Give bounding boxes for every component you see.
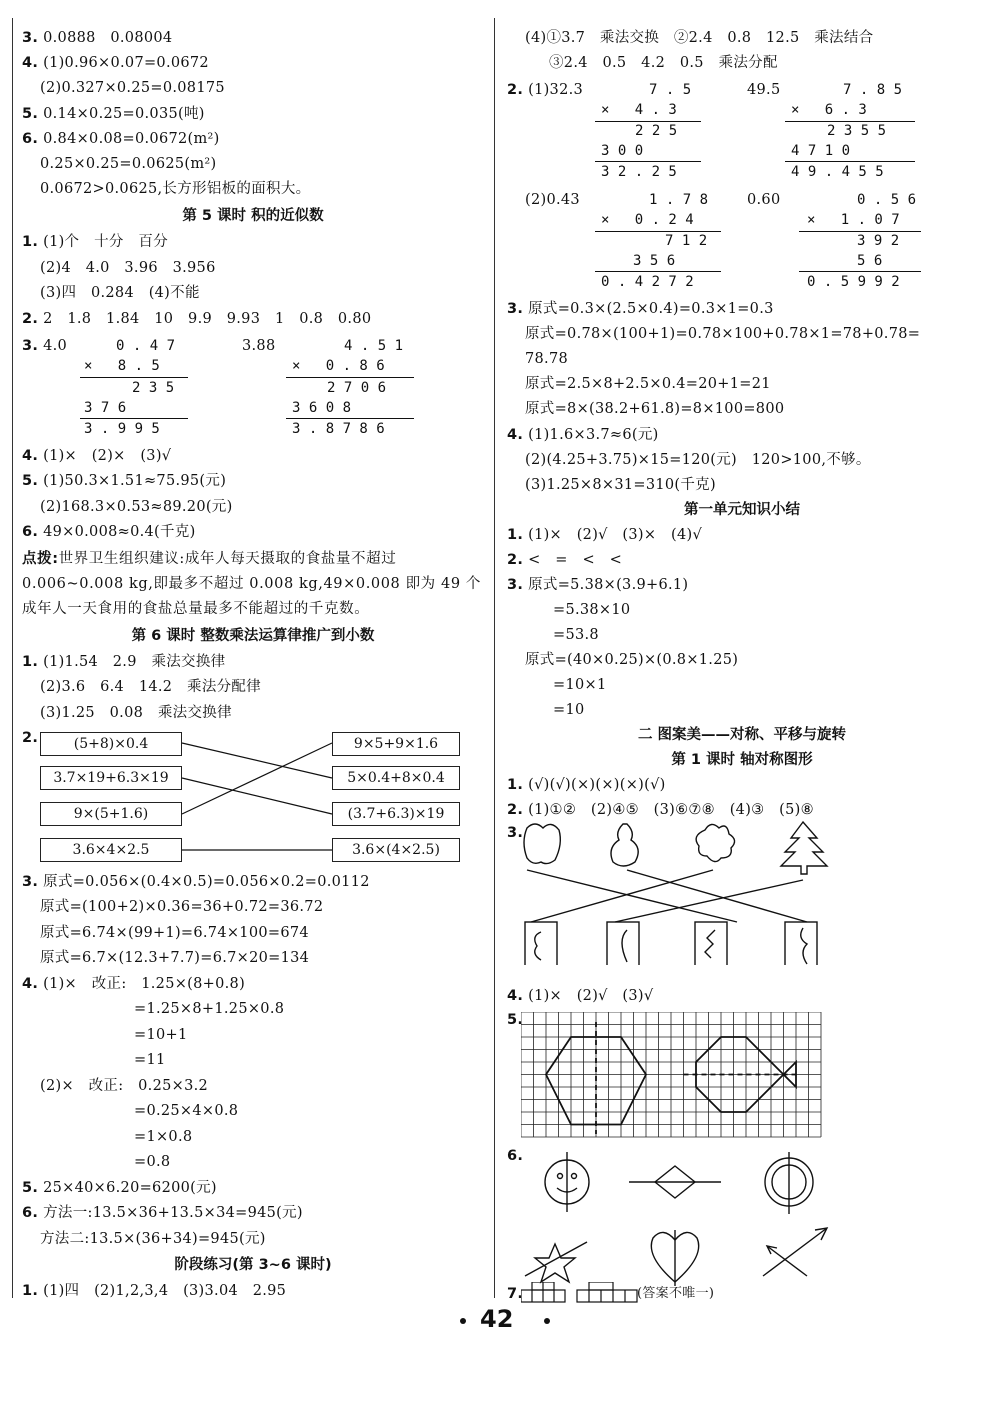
mult-row: 3 6 0 8: [292, 400, 352, 416]
mult-row: × 1 . 0 7: [807, 212, 900, 228]
section-heading: 二 图案美——对称、平移与旋转: [637, 727, 847, 743]
mult-row: 7 . 8 5: [843, 82, 903, 98]
answer-line: 2. < = < <: [507, 552, 623, 568]
expression-box: 3.6×(4×2.5): [332, 838, 460, 862]
answer-line: 0.25×0.25=0.0625(m²): [40, 156, 217, 172]
answer-line: 5. 25×40×6.20=6200(元): [22, 1180, 217, 1196]
answer-line: 原式=6.74×(99+1)=6.74×100=674: [40, 925, 309, 941]
answer-line: =10+1: [134, 1027, 188, 1043]
tree-shape: [781, 822, 827, 874]
expression-box: 3.7×19+6.3×19: [40, 766, 182, 790]
answer-line: 原式=(40×0.25)×(0.8×1.25): [525, 652, 739, 668]
answer-line: 5.: [507, 1012, 524, 1028]
mult-row: 3 7 6: [84, 400, 127, 416]
mult-row: 3 . 9 9 5: [84, 421, 160, 437]
answer-line: 原式=(100+2)×0.36=36+0.72=36.72: [40, 899, 324, 915]
star-shape: [535, 1244, 575, 1282]
answer-line: 1. (1)四 (2)1,2,3,4 (3)3.04 2.95: [22, 1283, 287, 1299]
mult-row: 3 5 6: [633, 253, 676, 269]
answer-line: =10×1: [553, 677, 607, 693]
answer-line: =1.25×8+1.25×0.8: [134, 1001, 285, 1017]
answer-line: 78.78: [525, 351, 569, 367]
answer-line: 3.88: [242, 338, 276, 354]
page-number: 42: [480, 1305, 514, 1333]
answer-line: 原式=2.5×8+2.5×0.4=20+1=21: [525, 376, 771, 392]
answer-line: (2)3.6 6.4 14.2 乘法分配律: [40, 679, 262, 695]
expression-box: 9×(5+1.6): [40, 802, 182, 826]
mult-row: 0 . 5 9 9 2: [807, 274, 900, 290]
section-heading: 第 6 课时 整数乘法运算律推广到小数: [131, 628, 375, 644]
answer-line: 49.5: [747, 82, 781, 98]
page-dot: [544, 1318, 550, 1324]
answer-line: 2. (1)①② (2)④⑤ (3)⑥⑦⑧ (4)③ (5)⑧: [507, 802, 814, 818]
answer-line: (3)1.25×8×31=310(千克): [525, 477, 716, 493]
mult-row: 2 2 5: [635, 123, 678, 139]
mult-row: 0 . 5 6: [857, 192, 917, 208]
mult-row: 7 1 2: [665, 233, 708, 249]
answer-line: 0.60: [747, 192, 781, 208]
mult-row: 4 9 . 4 5 5: [791, 164, 884, 180]
answer-line: (3)四 0.284 (4)不能: [40, 285, 200, 301]
answer-line: =0.25×4×0.8: [134, 1103, 239, 1119]
section-heading: 阶段练习(第 3~6 课时): [174, 1257, 332, 1273]
answer-line: 2. (1)32.3: [507, 82, 584, 98]
mult-row: 2 7 0 6: [327, 380, 387, 396]
answer-note: (答案不唯一): [637, 1286, 715, 1301]
expression-box: (3.7+6.3)×19: [332, 802, 460, 826]
mult-row: 3 . 8 7 8 6: [292, 421, 385, 437]
section-heading: 第一单元知识小结: [684, 502, 800, 518]
answer-line: 5. 0.14×0.25=0.035(吨): [22, 106, 205, 122]
answer-line: 原式=8×(38.2+61.8)=8×100=800: [525, 401, 785, 417]
expression-box: 5×0.4+8×0.4: [332, 766, 460, 790]
answer-line: (2)168.3×0.53≈89.20(元): [40, 499, 233, 515]
section-heading: 第 5 课时 积的近似数: [182, 208, 324, 224]
mult-row: 4 7 1 0: [791, 143, 851, 159]
answer-line: 1. (1)× (2)√ (3)× (4)√: [507, 527, 703, 543]
answer-line: =10: [553, 702, 585, 718]
mult-row: 0 . 4 7: [116, 338, 176, 354]
mult-row: 0 . 4 2 7 2: [601, 274, 694, 290]
answer-line: 6. 方法一:13.5×36+13.5×34=945(元): [22, 1205, 303, 1221]
answer-line: (3)1.25 0.08 乘法交换律: [40, 705, 232, 721]
mult-row: × 0 . 2 4: [601, 212, 694, 228]
answer-line: 5. (1)50.3×1.51≈75.95(元): [22, 473, 227, 489]
grid-figure: [521, 1012, 823, 1140]
answer-line: 6. 0.84×0.08=0.0672(m²): [22, 131, 220, 147]
flower-shape: [696, 824, 734, 861]
symmetry-axes-figure: [517, 1146, 847, 1286]
crossed-arrows-shape: [763, 1228, 827, 1276]
answer-line: 7.: [507, 1286, 524, 1302]
answer-line: 1. (1)个 十分 百分: [22, 234, 169, 250]
column-divider: [494, 18, 495, 1298]
expression-box: 3.6×4×2.5: [40, 838, 182, 862]
answer-line: 3. 原式=0.3×(2.5×0.4)=0.3×1=0.3: [507, 301, 774, 317]
mult-row: × 6 . 3: [791, 102, 867, 118]
tip-paragraph: 点拨:世界卫生组织建议:成年人每天摄取的食盐量不超过0.006~0.008 kg,即最多不超过 0.008 kg,49×0.008 即为 49 个成年人一天食用的食盐总量最多不能超过的千克数。: [22, 551, 481, 617]
mult-row: × 0 . 8 6: [292, 358, 385, 374]
answer-line: 3. 原式=0.056×(0.4×0.5)=0.056×0.2=0.0112: [22, 874, 370, 890]
answer-line: (2)0.43: [525, 192, 580, 208]
answer-line: 6.: [507, 1148, 524, 1164]
answer-line: =5.38×10: [553, 602, 631, 618]
answer-line: 3. 4.0: [22, 338, 68, 354]
mult-row: 5 6: [857, 253, 883, 269]
answer-line: 0.0672>0.0625,长方形铝板的面积大。: [40, 181, 311, 197]
answer-line: 1. (√)(√)(×)(×)(×)(√): [507, 777, 666, 793]
answer-line: 2.: [22, 730, 39, 746]
answer-line: =11: [134, 1052, 166, 1068]
mult-row: 3 9 2: [857, 233, 900, 249]
mult-row: 3 2 . 2 5: [601, 164, 677, 180]
net-figure: [521, 1282, 641, 1304]
answer-line: (4)①3.7 乘法交换 ②2.4 0.8 12.5 乘法结合: [525, 30, 874, 46]
answer-line: =1×0.8: [134, 1129, 193, 1145]
mult-row: 3 0 0: [601, 143, 644, 159]
answer-line: (2)(4.25+3.75)×15=120(元) 120>100,不够。: [525, 452, 871, 468]
mult-row: 2 3 5 5: [827, 123, 887, 139]
left-margin-rule: [12, 18, 13, 1298]
mult-row: 4 . 5 1: [344, 338, 404, 354]
mult-row: 2 3 5: [132, 380, 175, 396]
page-dot: [460, 1318, 466, 1324]
answer-line: 4. (1)0.96×0.07=0.0672: [22, 55, 209, 71]
answer-line: =53.8: [553, 627, 599, 643]
answer-line: 4. (1)× 改正: 1.25×(8+0.8): [22, 976, 246, 992]
mult-row: × 4 . 3: [601, 102, 677, 118]
symmetry-matching-figure: [507, 820, 977, 965]
answer-line: 3.: [507, 825, 524, 841]
answer-line: (2)0.327×0.25=0.08175: [40, 80, 225, 96]
gourd-shape: [611, 824, 638, 866]
mult-row: 7 . 5: [649, 82, 692, 98]
answer-line: 4. (1)1.6×3.7≈6(元): [507, 427, 659, 443]
matching-lines: [22, 20, 484, 880]
answer-line: ③2.4 0.5 4.2 0.5 乘法分配: [549, 55, 778, 71]
answer-line: 2. 2 1.8 1.84 10 9.9 9.93 1 0.8 0.80: [22, 311, 372, 327]
answer-line: 3. 0.0888 0.08004: [22, 30, 173, 46]
answer-line: 方法二:13.5×(36+34)=945(元): [40, 1231, 266, 1247]
answer-line: 4. (1)× (2)× (3)√: [22, 448, 172, 464]
answer-line: 4. (1)× (2)√ (3)√: [507, 988, 654, 1004]
expression-box: 9×5+9×1.6: [332, 732, 460, 756]
answer-line: 6. 49×0.008≈0.4(千克): [22, 524, 196, 540]
mult-row: 1 . 7 8: [649, 192, 709, 208]
mult-row: × 8 . 5: [84, 358, 160, 374]
section-heading: 第 1 课时 轴对称图形: [671, 752, 813, 768]
answer-line: 原式=6.7×(12.3+7.7)=6.7×20=134: [40, 950, 310, 966]
answer-line: 1. (1)1.54 2.9 乘法交换律: [22, 654, 226, 670]
answer-line: 原式=0.78×(100+1)=0.78×100+0.78×1=78+0.78=: [525, 326, 921, 342]
answer-line: =0.8: [134, 1154, 171, 1170]
answer-line: 3. 原式=5.38×(3.9+6.1): [507, 577, 689, 593]
answer-line: (2)× 改正: 0.25×3.2: [40, 1078, 209, 1094]
expression-box: (5+8)×0.4: [40, 732, 182, 756]
apple-shape: [524, 824, 560, 864]
answer-line: (2)4 4.0 3.96 3.956: [40, 260, 216, 276]
